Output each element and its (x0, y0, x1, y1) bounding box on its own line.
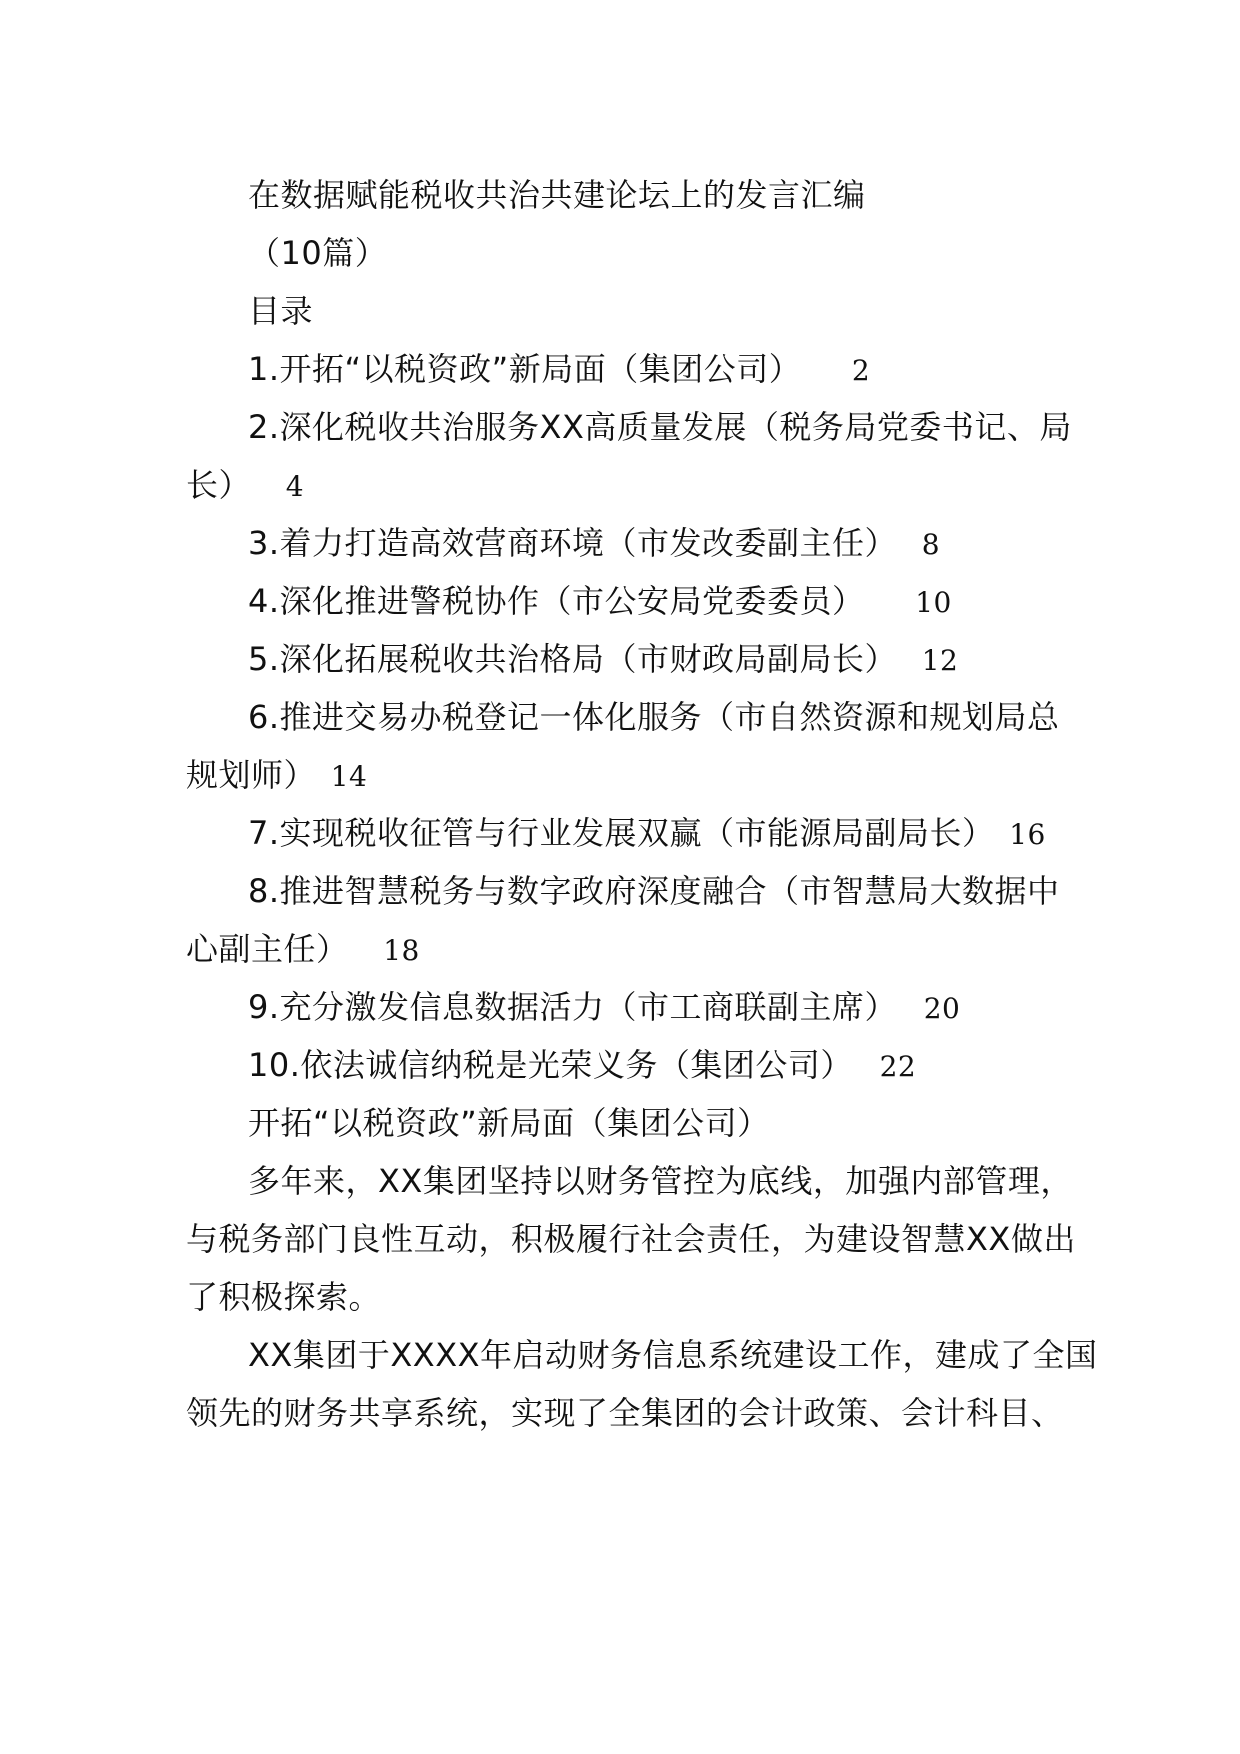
toc-entry[interactable] (248, 581, 952, 621)
toc-entry-text: 6.推进交易办税登记一体化服务（市自然资源和规划局总 (248, 698, 1060, 736)
toc-entry[interactable] (248, 349, 870, 389)
toc-entry-text: 规划师） (186, 756, 317, 794)
toc-entry[interactable] (248, 407, 1072, 447)
toc-entry[interactable] (248, 639, 958, 679)
toc-entry-page: 8 (921, 528, 941, 561)
toc-entry[interactable] (248, 813, 1046, 853)
toc-entry-page: 4 (285, 470, 305, 503)
section-heading: 开拓“以税资政”新局面（集团公司） (248, 1104, 770, 1142)
toc-entry-page: 18 (383, 934, 420, 967)
toc-heading: 目录 (248, 292, 314, 330)
toc-entry[interactable] (248, 523, 940, 563)
toc-entry-continuation[interactable] (186, 465, 304, 505)
toc-entry-text: 3.着力打造高效营商环境（市发改委副主任） (248, 524, 898, 562)
toc-entry-text: 心副主任） (186, 930, 349, 968)
toc-entry-page: 10 (915, 586, 952, 619)
paragraph-line: XX集团于XXXX年启动财务信息系统建设工作，建成了全国 (248, 1336, 1098, 1374)
toc-entry[interactable] (248, 987, 960, 1027)
toc-entry-text: 7.实现税收征管与行业发展双赢（市能源局副局长） (248, 814, 995, 852)
toc-entry-text: 4.深化推进警税协作（市公安局党委委员） (248, 582, 865, 620)
toc-entry-text: 9.充分激发信息数据活力（市工商联副主席） (248, 988, 898, 1026)
toc-entry-page: 14 (330, 760, 368, 793)
paragraph-line: 与税务部门良性互动，积极履行社会责任，为建设智慧XX做出 (186, 1220, 1076, 1258)
toc-entry-page: 2 (851, 354, 871, 387)
toc-entry-page: 12 (921, 644, 959, 677)
toc-entry-page: 16 (1009, 818, 1046, 851)
toc-entry-page: 22 (879, 1050, 917, 1083)
toc-entry-text: 5.深化拓展税收共治格局（市财政局副局长） (248, 640, 898, 678)
paragraph-line: 多年来，XX集团坚持以财务管控为底线，加强内部管理， (248, 1162, 1073, 1200)
toc-entry-text: 2.深化税收共治服务XX高质量发展（税务局党委书记、局 (248, 408, 1072, 446)
toc-entry[interactable] (248, 1045, 916, 1085)
toc-entry-text: 8.推进智慧税务与数字政府深度融合（市智慧局大数据中 (248, 872, 1060, 910)
paragraph-line: 领先的财务共享系统，实现了全集团的会计政策、会计科目、 (186, 1394, 1064, 1432)
toc-entry-page: 20 (923, 992, 961, 1025)
toc-entry-text: 长） (186, 466, 252, 504)
paragraph-line: 了积极探索。 (186, 1278, 382, 1316)
toc-entry-continuation[interactable] (186, 755, 367, 795)
toc-entry-text: 1.开拓“以税资政”新局面（集团公司） (248, 350, 802, 388)
document-subtitle: （10篇） (248, 234, 388, 272)
document-title: 在数据赋能税收共治共建论坛上的发言汇编 (248, 176, 866, 214)
toc-entry[interactable] (248, 697, 1060, 737)
toc-entry[interactable] (248, 871, 1060, 911)
toc-entry-text: 10.依法诚信纳税是光荣义务（集团公司） (248, 1046, 853, 1084)
toc-entry-continuation[interactable] (186, 929, 420, 969)
